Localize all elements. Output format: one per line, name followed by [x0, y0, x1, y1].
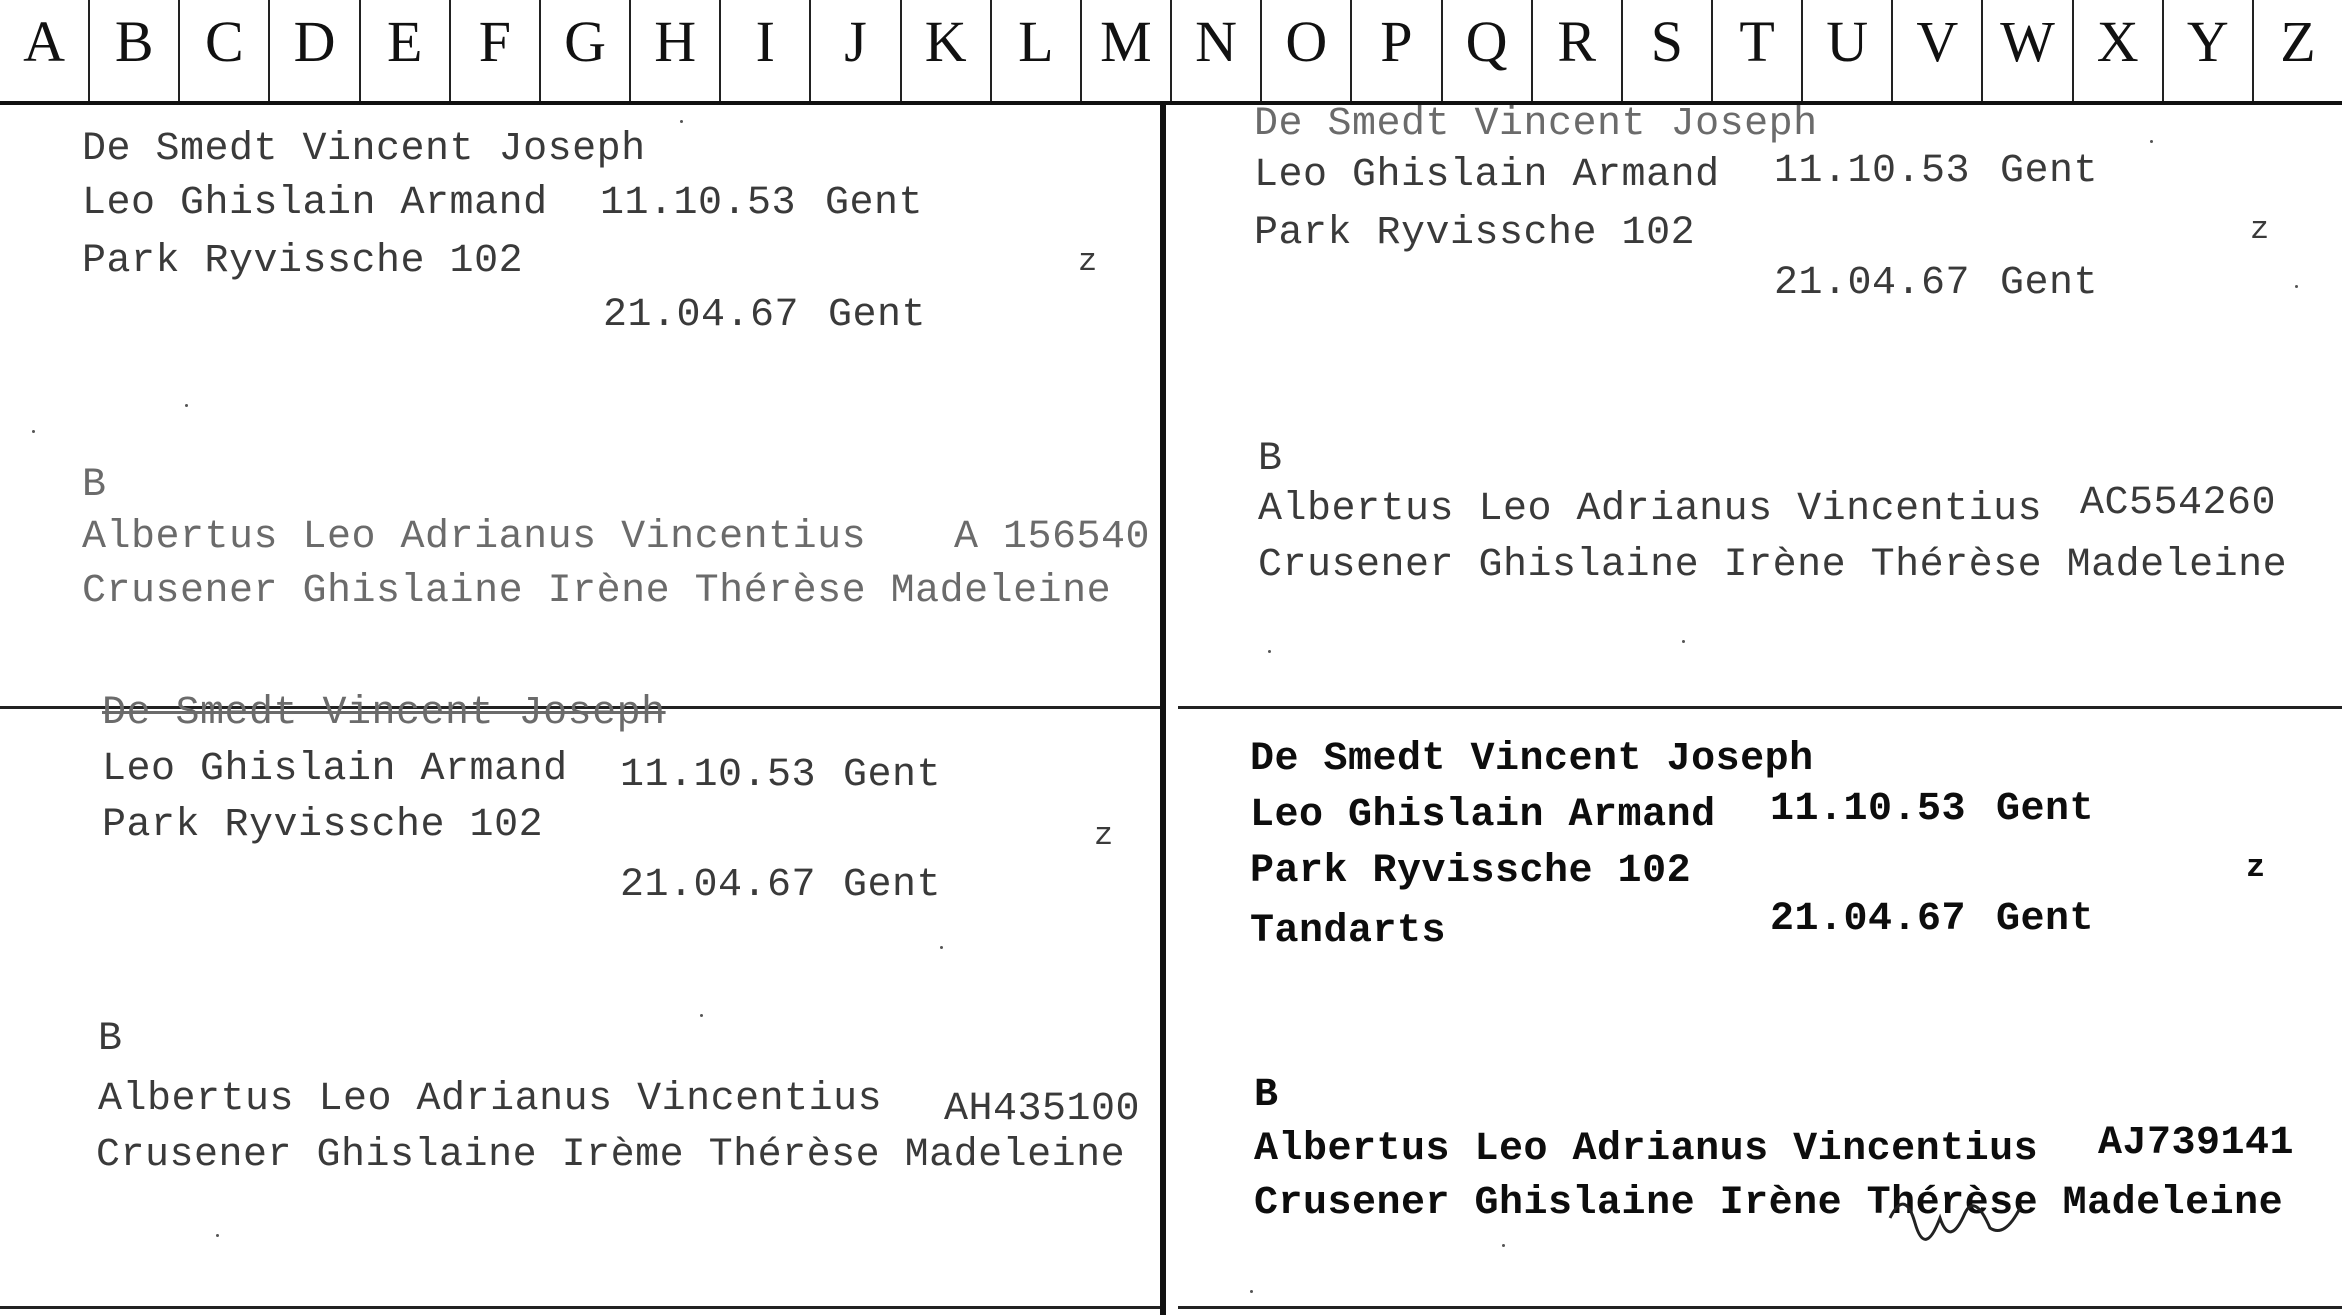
scan-speck [1268, 650, 1271, 653]
card-divider [1178, 1306, 2342, 1309]
scan-speck [216, 1234, 219, 1237]
alpha-tab-q: Q [1443, 0, 1533, 101]
card-address: Park Ryvissche 102 [1250, 849, 1692, 894]
card-birth-date: 11.10.53 [620, 753, 817, 798]
card-mother-names: Crusener Ghislaine Irène Thérèse Madeleine [82, 569, 1112, 614]
alpha-tab-h: H [631, 0, 721, 101]
scan-speck [185, 404, 188, 407]
card-mother-names: Crusener Ghislaine Irène Thérèse Madeleine [1254, 1181, 2284, 1226]
card-mark: z [2246, 849, 2266, 886]
card-registration-date: 21.04.67 [620, 863, 817, 908]
card-number: AJ739141 [2098, 1121, 2295, 1166]
card-name: De Smedt Vincent Joseph [102, 691, 666, 736]
card-number: A 156540 [954, 515, 1151, 560]
card-birth-date: 11.10.53 [1770, 787, 1967, 832]
card-address: Park Ryvissche 102 [82, 239, 524, 284]
alpha-tab-z: Z [2280, 8, 2316, 74]
card-name: De Smedt Vincent Joseph [1254, 102, 1818, 147]
card-birth-place: Gent [843, 753, 942, 798]
alpha-tab-x: X [2074, 0, 2164, 101]
card-registration-place: Gent [2000, 261, 2099, 306]
scan-speck [700, 1014, 703, 1017]
scan-speck [2150, 140, 2153, 143]
card-mark: z [1078, 243, 1098, 280]
card-given-names: Leo Ghislain Armand [1250, 793, 1716, 838]
alpha-tab-a: A [0, 0, 90, 101]
card-occupation: Tandarts [1250, 909, 1447, 954]
alpha-tab-i: I [721, 0, 811, 101]
card-address: Park Ryvissche 102 [102, 803, 544, 848]
card-birth-place: Gent [825, 181, 924, 226]
card-given-names: Leo Ghislain Armand [102, 747, 568, 792]
alpha-tab-f: F [451, 0, 541, 101]
card-category: B [1254, 1073, 1279, 1118]
card-registration-place: Gent [843, 863, 942, 908]
scan-speck [680, 120, 683, 123]
alpha-tab-p: P [1352, 0, 1442, 101]
alpha-tab-y: Y [2164, 0, 2254, 101]
card-registration-date: 21.04.67 [603, 293, 800, 338]
scan-speck [1250, 1290, 1253, 1293]
card-birth-place: Gent [2000, 149, 2099, 194]
alpha-tab-c: C [180, 0, 270, 101]
card-father-names: Albertus Leo Adrianus Vincentius [98, 1077, 883, 1122]
card-mark: z [2250, 211, 2270, 248]
card-mother-names: Crusener Ghislaine Irème Thérèse Madeleine [96, 1133, 1126, 1178]
alpha-tab-o: O [1262, 0, 1352, 101]
card-address: Park Ryvissche 102 [1254, 211, 1696, 256]
card-category: B [1258, 437, 1283, 482]
alpha-tab-v: V [1893, 0, 1983, 101]
alpha-tab-g: G [541, 0, 631, 101]
card-father-names: Albertus Leo Adrianus Vincentius [1254, 1127, 2039, 1172]
alpha-tab-s: S [1623, 0, 1713, 101]
scan-speck [2295, 285, 2298, 288]
card-father-names: Albertus Leo Adrianus Vincentius [82, 515, 867, 560]
scan-speck [940, 946, 943, 949]
card-number: AC554260 [2080, 481, 2277, 526]
alpha-tab-b: B [90, 0, 180, 101]
vertical-divider [1160, 105, 1166, 1315]
card-number: AH435100 [944, 1087, 1141, 1132]
card-divider [1178, 706, 2342, 709]
pen-scribble [1880, 1178, 2030, 1258]
alphabet-index-bar [0, 0, 2342, 105]
card-registration-place: Gent [1996, 897, 2095, 942]
alpha-tab-d: D [270, 0, 360, 101]
card-birth-date: 11.10.53 [600, 181, 797, 226]
card-birth-place: Gent [1996, 787, 2095, 832]
card-birth-date: 11.10.53 [1774, 149, 1971, 194]
card-category: B [98, 1017, 123, 1062]
card-name: De Smedt Vincent Joseph [82, 127, 646, 172]
scan-speck [1502, 1244, 1505, 1247]
alpha-tab-j: J [811, 0, 901, 101]
alpha-tab-n: N [1172, 0, 1262, 101]
card-given-names: Leo Ghislain Armand [1254, 153, 1720, 198]
card-name: De Smedt Vincent Joseph [1250, 737, 1814, 782]
card-divider [0, 1306, 1160, 1309]
alpha-tab-k: K [902, 0, 992, 101]
alpha-tab-r: R [1533, 0, 1623, 101]
alpha-tab-l: L [992, 0, 1082, 101]
card-registration-place: Gent [828, 293, 927, 338]
card-father-names: Albertus Leo Adrianus Vincentius [1258, 487, 2043, 532]
alpha-tab-t: T [1713, 0, 1803, 101]
card-registration-date: 21.04.67 [1774, 261, 1971, 306]
scan-speck [1682, 640, 1685, 643]
card-category: B [82, 463, 107, 508]
card-mother-names: Crusener Ghislaine Irène Thérèse Madeleine [1258, 543, 2288, 588]
alpha-tab-m: M [1082, 0, 1172, 101]
scan-speck [32, 430, 35, 433]
card-registration-date: 21.04.67 [1770, 897, 1967, 942]
card-given-names: Leo Ghislain Armand [82, 181, 548, 226]
alpha-tab-e: E [361, 0, 451, 101]
alpha-tab-u: U [1803, 0, 1893, 101]
alpha-tab-w: W [1983, 0, 2073, 101]
card-mark: z [1094, 817, 1114, 854]
